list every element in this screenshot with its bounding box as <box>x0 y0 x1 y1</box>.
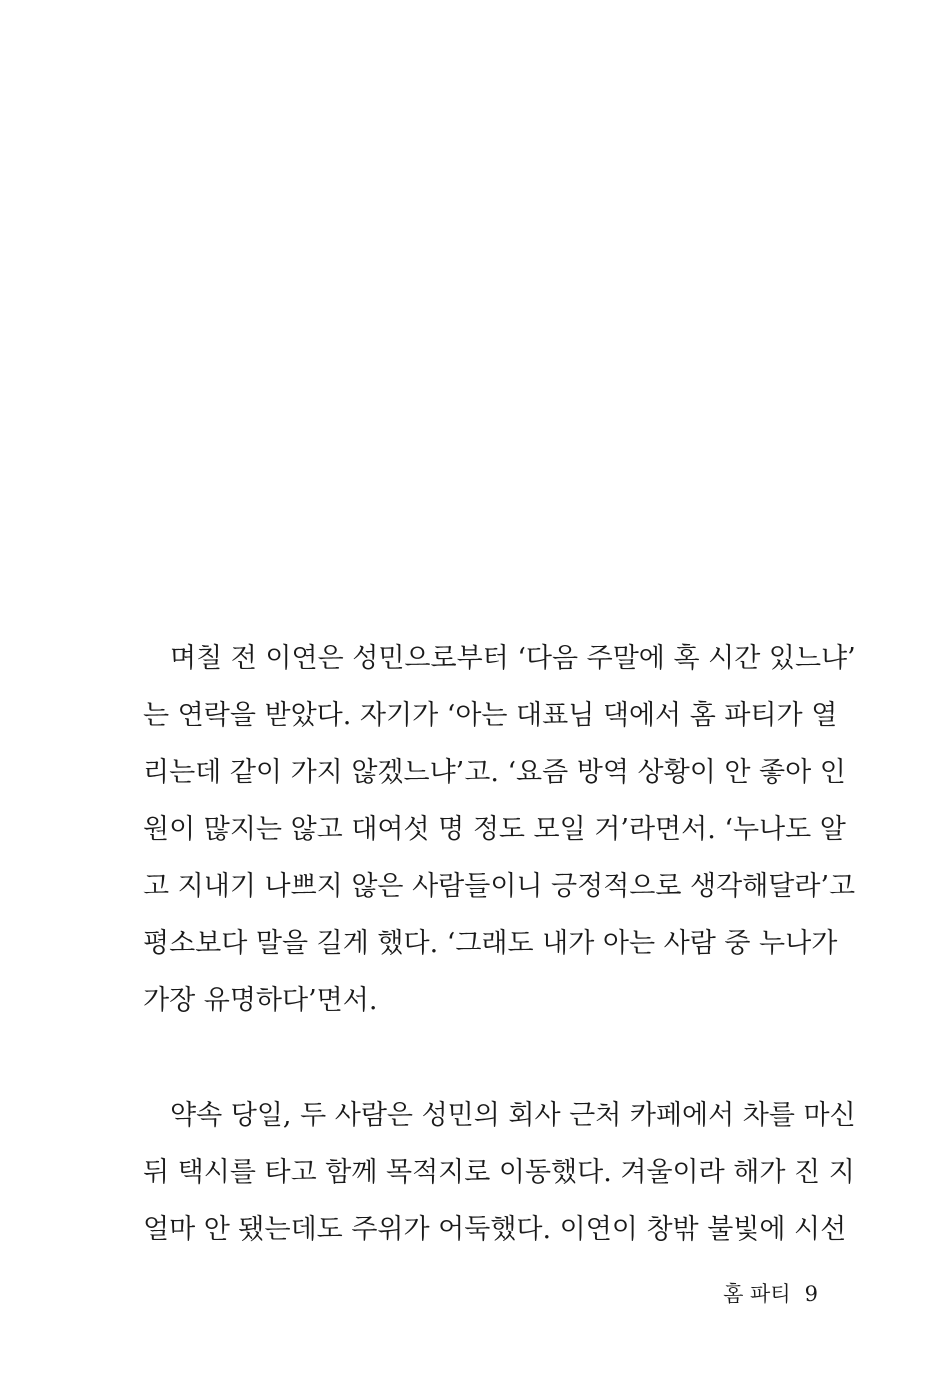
paragraph-spacer <box>143 1029 823 1087</box>
text-line: 리는데 같이 가지 않겠느냐’고. ‘요즘 방역 상황이 안 좋아 인 <box>143 757 846 788</box>
text-line: 평소보다 말을 길게 했다. ‘그래도 내가 아는 사람 중 누나가 <box>143 928 838 959</box>
footer-title: 홈 파티 <box>723 1282 791 1306</box>
text-line: 며칠 전 이연은 성민으로부터 ‘다음 주말에 혹 시간 있느냐’ <box>170 643 856 674</box>
text-line: 고 지내기 나쁘지 않은 사람들이니 긍정적으로 생각해달라’고 <box>143 871 856 902</box>
running-footer <box>723 1279 818 1309</box>
paragraph-2 <box>143 1087 856 1258</box>
text-line: 약속 당일, 두 사람은 성민의 회사 근처 카페에서 차를 마신 <box>170 1100 856 1131</box>
body-text <box>143 630 856 1258</box>
page-number: 9 <box>804 1282 818 1306</box>
text-line: 뒤 택시를 타고 함께 목적지로 이동했다. 겨울이라 해가 진 지 <box>143 1157 855 1188</box>
text-line: 얼마 안 됐는데도 주위가 어둑했다. 이연이 창밖 불빛에 시선 <box>143 1214 847 1245</box>
text-line: 는 연락을 받았다. 자기가 ‘아는 대표님 댁에서 홈 파티가 열 <box>143 700 838 731</box>
text-line: 원이 많지는 않고 대여섯 명 정도 모일 거’라면서. ‘누나도 알 <box>143 814 846 845</box>
text-line: 가장 유명하다’면서. <box>143 985 378 1016</box>
paragraph-1 <box>143 630 856 1029</box>
